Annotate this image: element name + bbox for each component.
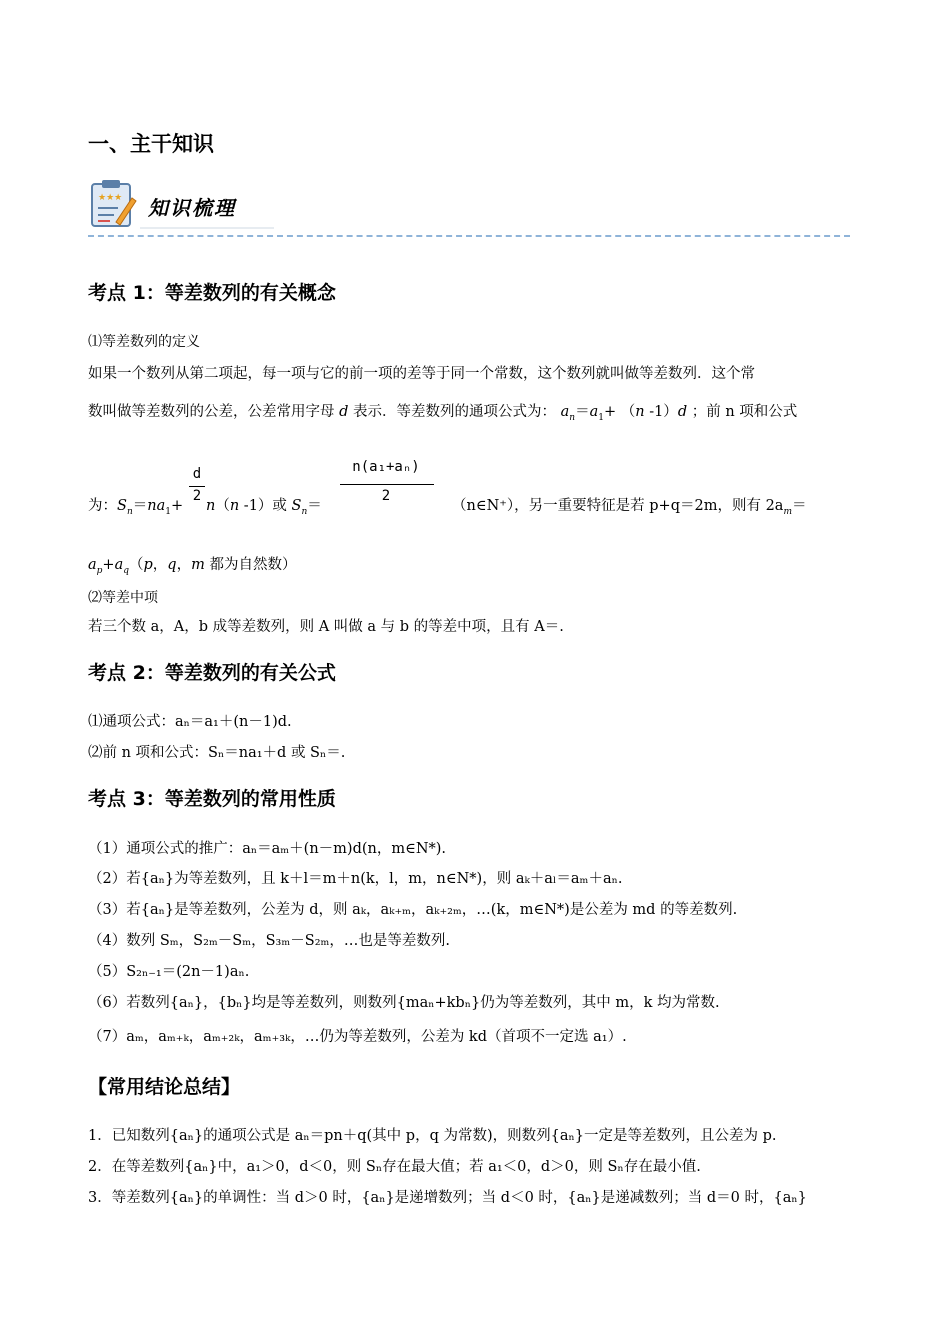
summary-c3: 3．等差数列{aₙ}的单调性：当 d＞0 时，{aₙ}是递增数列；当 d＜0 时，{aₙ}是递减数列；当 d＝0 时，{aₙ} [88,1190,807,1206]
kp1-line5: 若三个数 a，A，b 成等差数列，则 A 叫做 a 与 b 的等差中项，且有 A＝. [88,619,564,635]
kp3-p7: （7）aₘ，aₘ₊ₖ，aₘ₊₂ₖ，aₘ₊₃ₖ，…仍为等差数列，公差为 kd（首项不一定选 a₁）. [88,1029,627,1045]
kp1-line3-right: （n∈N⁺），另一重要特征是若 p+q＝2m，则有 $2a_m=$ [452,498,807,517]
kp1-line2: 数叫做等差数列的公差，公差常用字母 d 表示．等差数列的通项公式为： $a_n=a_1+ (n$ -1）d ；前 n 项和公式 [88,404,798,423]
dashed-divider [88,235,850,237]
section-title: 一、主干知识 [88,132,214,156]
kp1-line3-c: -1）或 [243,498,287,514]
summary-c1: 1．已知数列{aₙ}的通项公式是 aₙ＝pn＋q(其中 p，q 为常数)，则数列{aₙ}一定是等差数列，且公差为 p. [88,1128,777,1144]
kp3-p5: （5）S₂ₙ₋₁＝(2n－1)aₙ. [88,964,250,980]
kp1-line3-mid: n（n -1）或 $S_n=$ [206,498,322,517]
summary-c2: 2．在等差数列{aₙ}中，a₁＞0，d＜0，则 Sₙ存在最大值；若 a₁＜0，d＞0，则 Sₙ存在最小值. [88,1159,701,1175]
kp3-p4: （4）数列 Sₘ，S₂ₘ－Sₘ，S₃ₘ－S₂ₘ，…也是等差数列. [88,933,451,949]
banner-title: 知识梳理 [148,196,236,220]
frac-d-line [189,486,205,487]
kp1-sub1: ⑴等差数列的定义 [88,334,200,350]
kp1-line1: 如果一个数列从第二项起，每一项与它的前一项的差等于同一个常数，这个数列就叫做等差数列．这个常 [88,366,755,382]
kp1-sub2: ⑵等差中项 [88,590,158,606]
kp3-p3: （3）若{aₙ}是等差数列，公差为 d，则 aₖ，aₖ₊ₘ，aₖ₊₂ₘ，…(k，m∈N*)是公差为 md 的等差数列. [88,902,738,918]
kp2-f2: ⑵前 n 项和公式：Sₙ＝na₁＋d 或 Sₙ＝. [88,745,346,761]
kp2-f1: ⑴通项公式：aₙ＝a₁＋(n－1)d. [88,714,292,730]
svg-text:★★★: ★★★ [98,193,123,203]
frac-d-den: 2 [192,488,202,504]
kp3-p1: （1）通项公式的推广：aₙ＝aₘ＋(n－m)d(n，m∈N*). [88,841,447,857]
kp1-line2-e: ；前 n 项和公式 [691,404,798,420]
kp1-line2-a: 数叫做等差数列的公差，公差常用字母 [88,404,335,420]
knowledge-banner [88,178,274,230]
kp1-line2-c: （ [620,404,636,420]
kp3-title: 考点 3：等差数列的常用性质 [88,788,336,810]
kp1-line3-d: （n∈N⁺），另一重要特征是若 p+q＝2m，则有 2a [452,498,784,514]
kp1-line2-d: -1） [649,404,678,420]
frac-big-line [340,484,434,485]
kp3-p2: （2）若{aₙ}为等差数列，且 k＋l＝m＋n(k，l，m，n∈N*)，则 aₖ＋aₗ＝aₘ＋aₙ. [88,871,623,887]
frac-big-den: 2 [381,488,391,504]
frac-big-num: n(a₁+aₙ) [352,459,420,475]
kp2-title: 考点 2：等差数列的有关公式 [88,662,336,684]
kp1-line3-left: 为：$S_n=na_1+$ [88,498,184,517]
kp1-line2-b: 表示．等差数列的通项公式为： [353,404,557,420]
kp3-p6: （6）若数列{aₙ}，{bₙ}均是等差数列，则数列{maₙ+kbₙ}仍为等差数列，其中 m，k 均为常数. [88,995,720,1011]
kp1-line3-a: 为： [88,498,117,514]
summary-title: 【常用结论总结】 [88,1076,241,1098]
kp1-line4: $a_p+a_q(p$，q，m 都为自然数） [88,557,297,576]
frac-d-num: d [192,466,202,482]
kp1-line3-b: （ [215,498,230,514]
kp1-title: 考点 1：等差数列的有关概念 [88,282,336,304]
